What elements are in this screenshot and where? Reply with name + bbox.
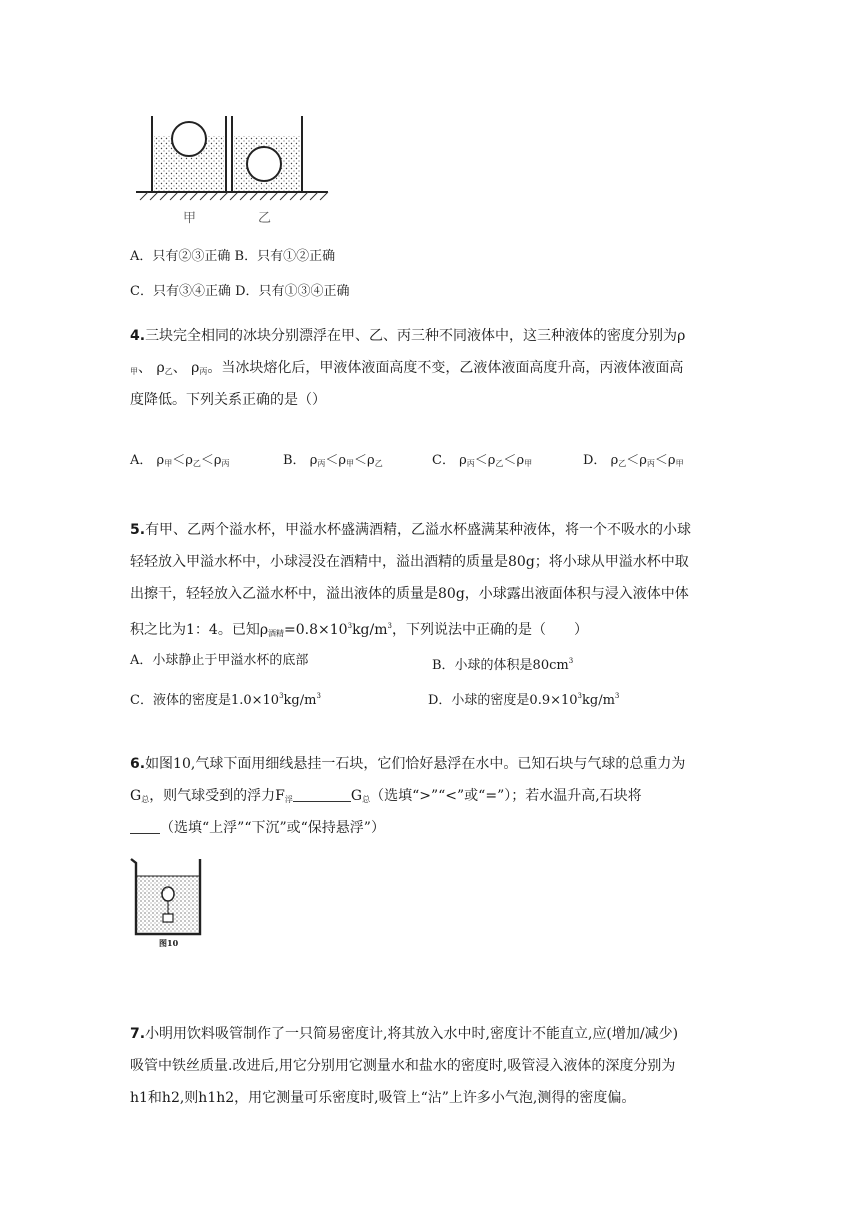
q5-line1: 5.有甲、乙两个溢水杯，甲溢水杯盛满酒精，乙溢水杯盛满某种液体，将一个不吸水的小球 [130, 522, 692, 538]
q4-option-d: D． $\rho_乙<\rho_丙<\rho_甲$ [583, 453, 684, 468]
q5-option-d: D．小球的密度是$0.9\times 10^3kg/m^3$ [428, 692, 620, 708]
q4-option-a: A． $\rho_甲<\rho_乙<\rho_丙$ [130, 453, 230, 468]
figure-label-yi: 乙 [258, 211, 272, 226]
figure-label-jia: 甲 [183, 211, 197, 226]
q7-number: 7. [130, 1026, 146, 1042]
q5-line3: 出擦干，轻轻放入乙溢水杯中，溢出液体的质量是80g，小球露出液面体积与浸入液体中体 [130, 586, 689, 602]
q5-number: 5. [130, 522, 146, 538]
q5-line2: 轻轻放入甲溢水杯中，小球浸没在酒精中，溢出酒精的质量是80g；将小球从甲溢水杯中取 [130, 554, 689, 570]
q6-number: 6. [130, 756, 146, 772]
q5-line4: 积之比为1：4。已知$\rho_{酒精}=0.8\times 10^3kg/m^3$，下列说法中正确的是（ ） [130, 622, 588, 638]
q7-line3: h1和h2,则h1h2，用它测量可乐密度时,吸管上“沾”上许多小气泡,测得的密度偏。 [130, 1090, 636, 1106]
q7-line1: 7.小明用饮料吸管制作了一只简易密度计,将其放入水中时,密度计不能直立,应(增加/减少) [130, 1026, 679, 1042]
q5-option-b: B．小球的体积是$80cm^3$ [432, 657, 574, 673]
q4-option-c: C． $\rho_丙<\rho_乙<\rho_甲$ [432, 453, 533, 468]
q4-line1: 4.三块完全相同的冰块分别漂浮在甲、乙、丙三种不同液体中，这三种液体的密度分别为ρ [130, 328, 686, 344]
containers-figure [130, 112, 340, 232]
q6-line1: 6.如图10,气球下面用细线悬挂一石块，它们恰好悬浮在水中。已知石块与气球的总重力为 [130, 756, 686, 772]
q5-option-c: C．液体的密度是$1.0\times 10^3kg/m^3$ [130, 692, 321, 708]
figure10-caption: 图10 [159, 938, 179, 948]
q3-options-row1: A．只有②③正确 B．只有①②正确 [130, 249, 336, 264]
q3-options-row2: C．只有③④正确 D．只有①③④正确 [130, 284, 350, 299]
q4-number: 4. [130, 328, 146, 344]
q4-option-b: B． $\rho_丙<\rho_甲<\rho_乙$ [283, 453, 383, 468]
q6-blank-1[interactable] [293, 787, 351, 802]
q6-line3: （选填“上浮”“下沉”或“保持悬浮”） [130, 812, 730, 844]
q6-blank-2[interactable] [130, 819, 160, 834]
q5-option-a: A．小球静止于甲溢水杯的底部 [130, 653, 309, 668]
q7-line2: 吸管中铁丝质量.改进后,用它分别用它测量水和盐水的密度时,吸管浸入液体的深度分别为 [130, 1058, 676, 1074]
q6-line2: $G_总$，则气球受到的浮力$F_浮$ $G_总$（选填“>”“<”或“=”）；若水温升高,石块将 [130, 788, 642, 804]
q4-line2: $_甲$、 $\rho_乙$、 $\rho_丙$。当冰块熔化后，甲液体液面高度不变，乙液体液面高度升高，丙液体液面高 [130, 360, 684, 376]
q4-line3: 度降低。下列关系正确的是（） [130, 392, 326, 408]
